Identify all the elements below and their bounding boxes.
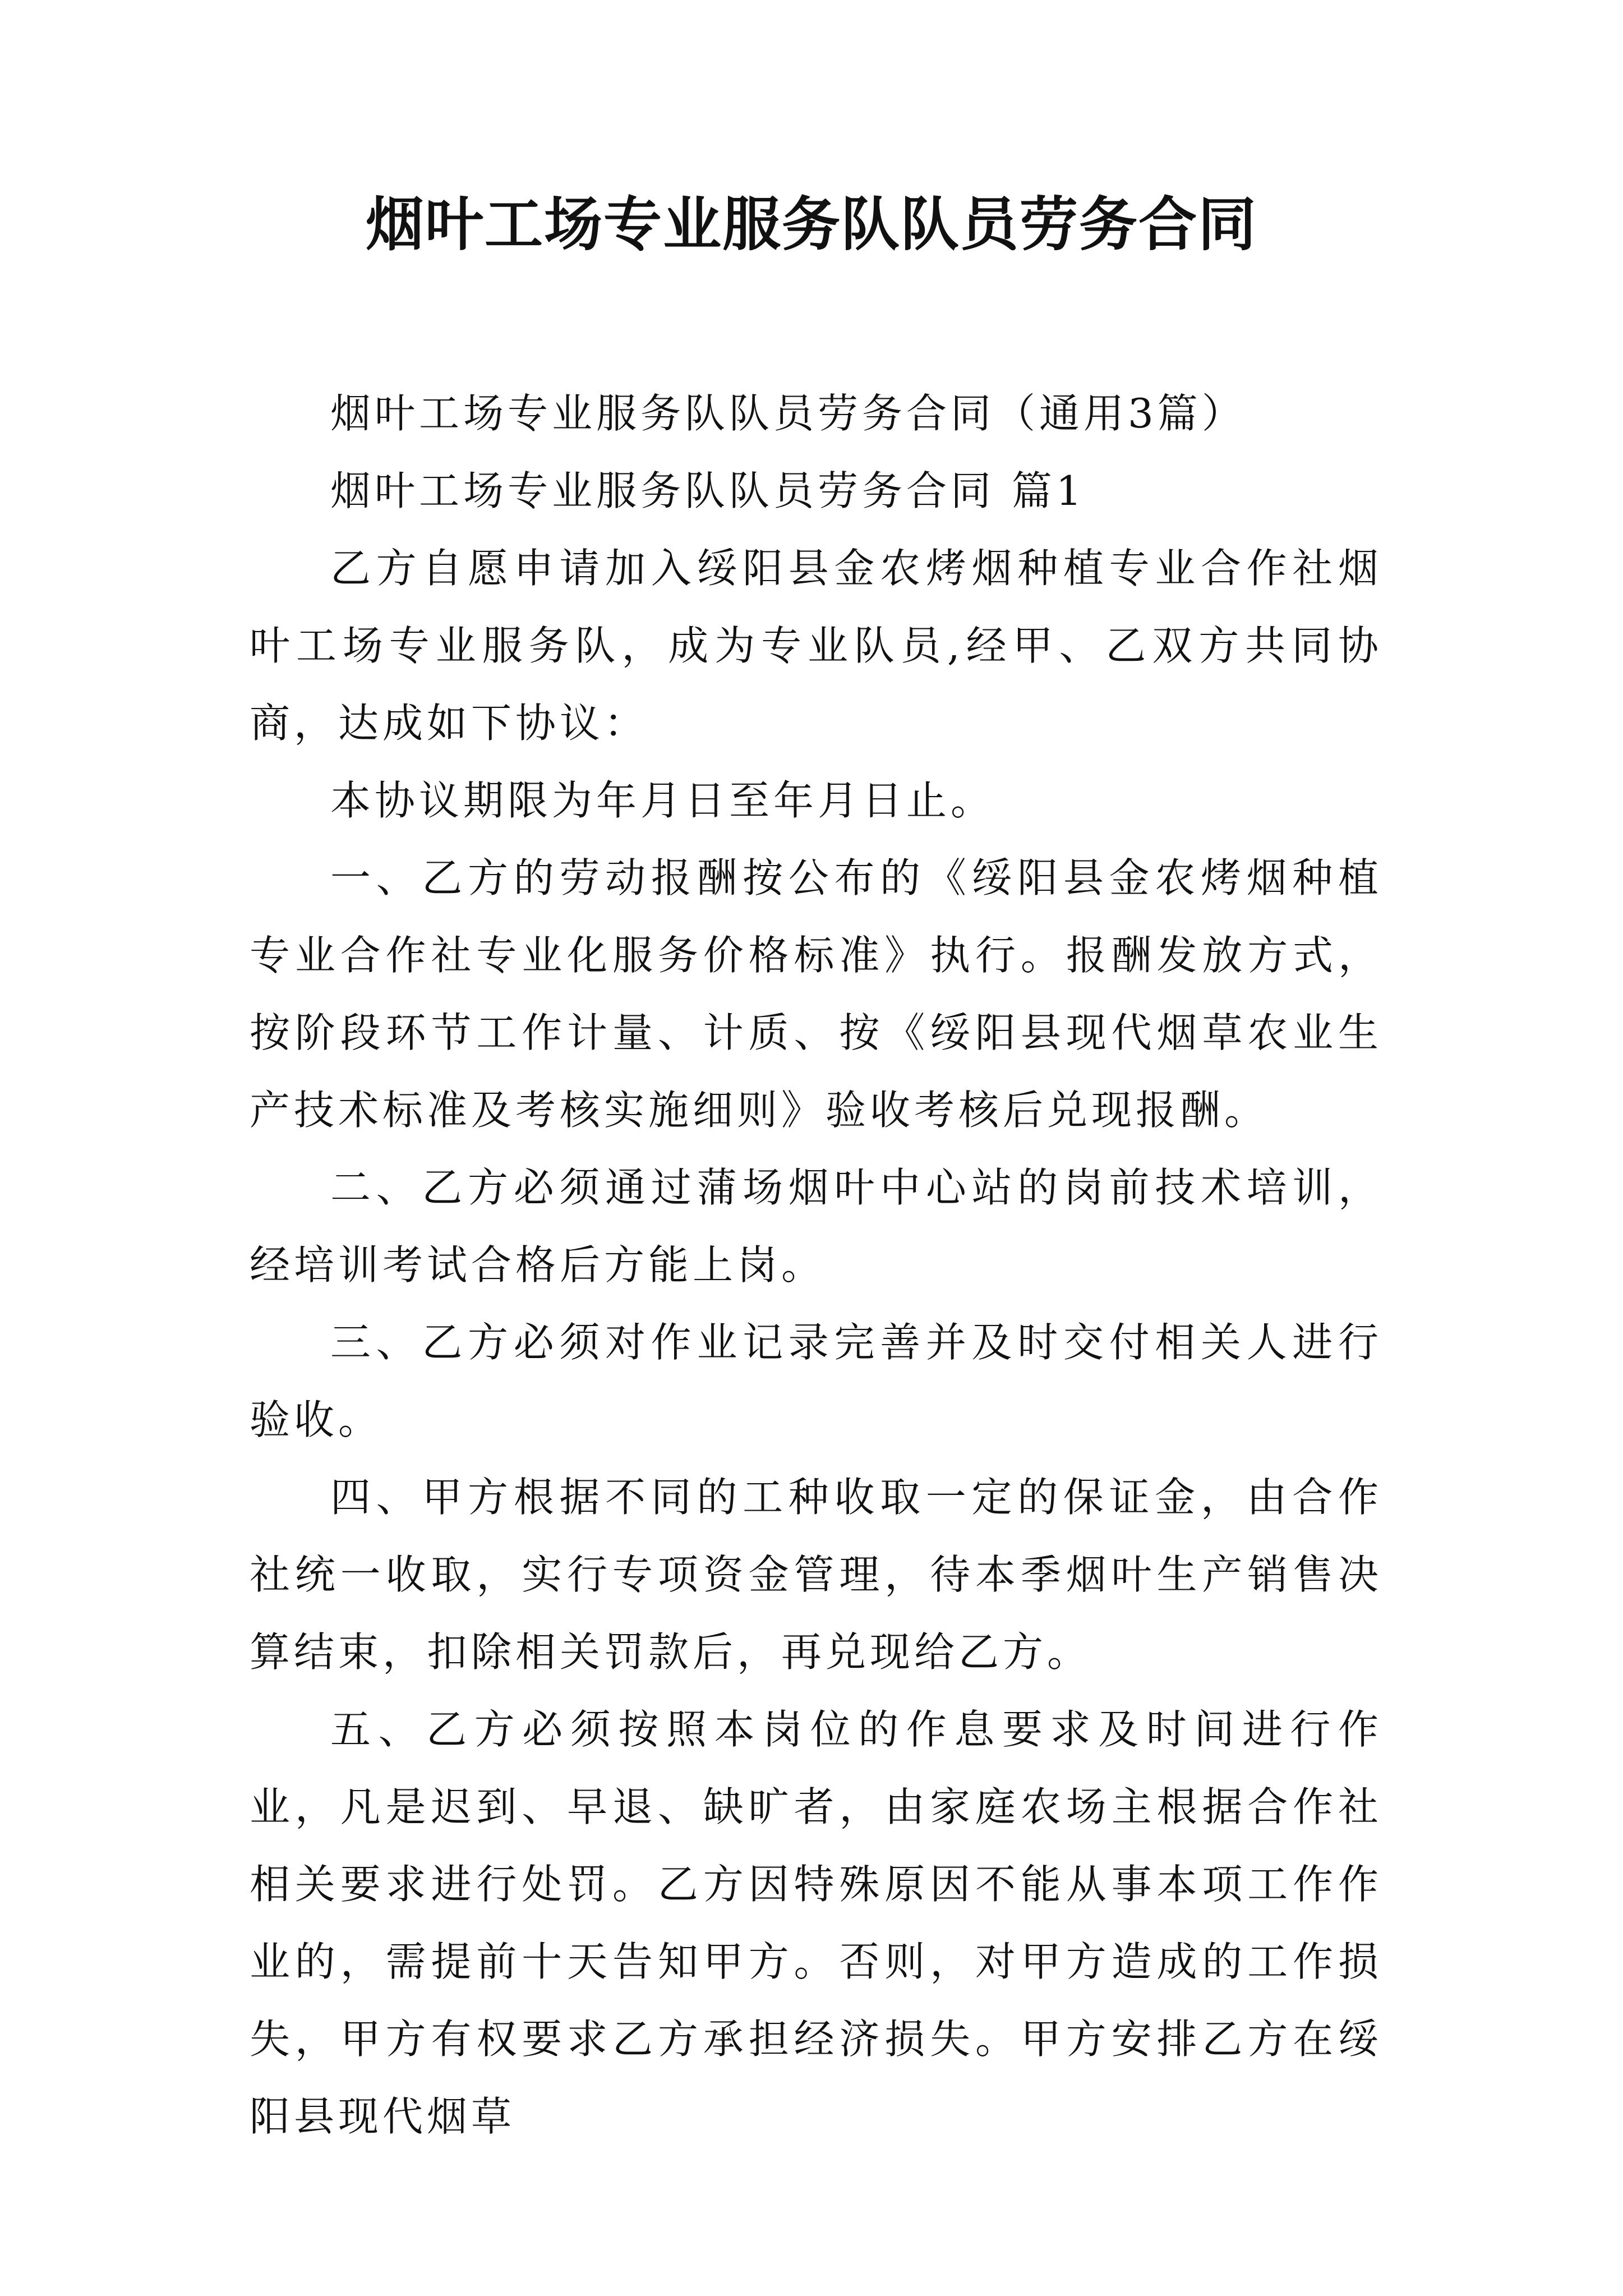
- paragraph-subtitle: 烟叶工场专业服务队队员劳务合同（通用3篇）: [330, 390, 1246, 437]
- document-body: [250, 375, 1382, 2155]
- paragraph-clause-4: 四、甲方根据不同的工种收取一定的保证金，由合作社统一收取，实行专项资金管理，待本季烟叶生产销售决算结束，扣除相关罚款后，再兑现给乙方。: [250, 1474, 1382, 1676]
- paragraph-clause-5: 五、乙方必须按照本岗位的作息要求及时间进行作业，凡是迟到、早退、缺旷者，由家庭农场主根据合作社相关要求进行处罚。乙方因特殊原因不能从事本项工作作业的，需提前十天告知甲方。否则，对甲方造成的工作损失，甲方有权要求乙方承担经济损失。甲方安排乙方在绥阳县现代烟草: [250, 1706, 1382, 2140]
- paragraph-section-heading: 烟叶工场专业服务队队员劳务合同 篇1: [330, 467, 1086, 514]
- paragraph-clause-2: 二、乙方必须通过蒲场烟叶中心站的岗前技术培训，经培训考试合格后方能上岗。: [250, 1164, 1382, 1289]
- paragraph-term: 本协议期限为年月日至年月日止。: [330, 777, 995, 824]
- document-title: 烟叶工场专业服务队队员劳务合同: [365, 190, 1257, 259]
- paragraph-clause-1: 一、乙方的劳动报酬按公布的《绥阳县金农烤烟种植专业合作社专业化服务价格标准》执行。报酬发放方式，按阶段环节工作计量、计质、按《绥阳县现代烟草农业生产技术标准及考核实施细则》验收考核后兑现报酬。: [250, 854, 1382, 1134]
- paragraph-clause-3: 三、乙方必须对作业记录完善并及时交付相关人进行验收。: [250, 1319, 1382, 1443]
- paragraph-intro: 乙方自愿申请加入绥阳县金农烤烟种植专业合作社烟叶工场专业服务队，成为专业队员,经甲、乙双方共同协商，达成如下协议：: [250, 545, 1382, 747]
